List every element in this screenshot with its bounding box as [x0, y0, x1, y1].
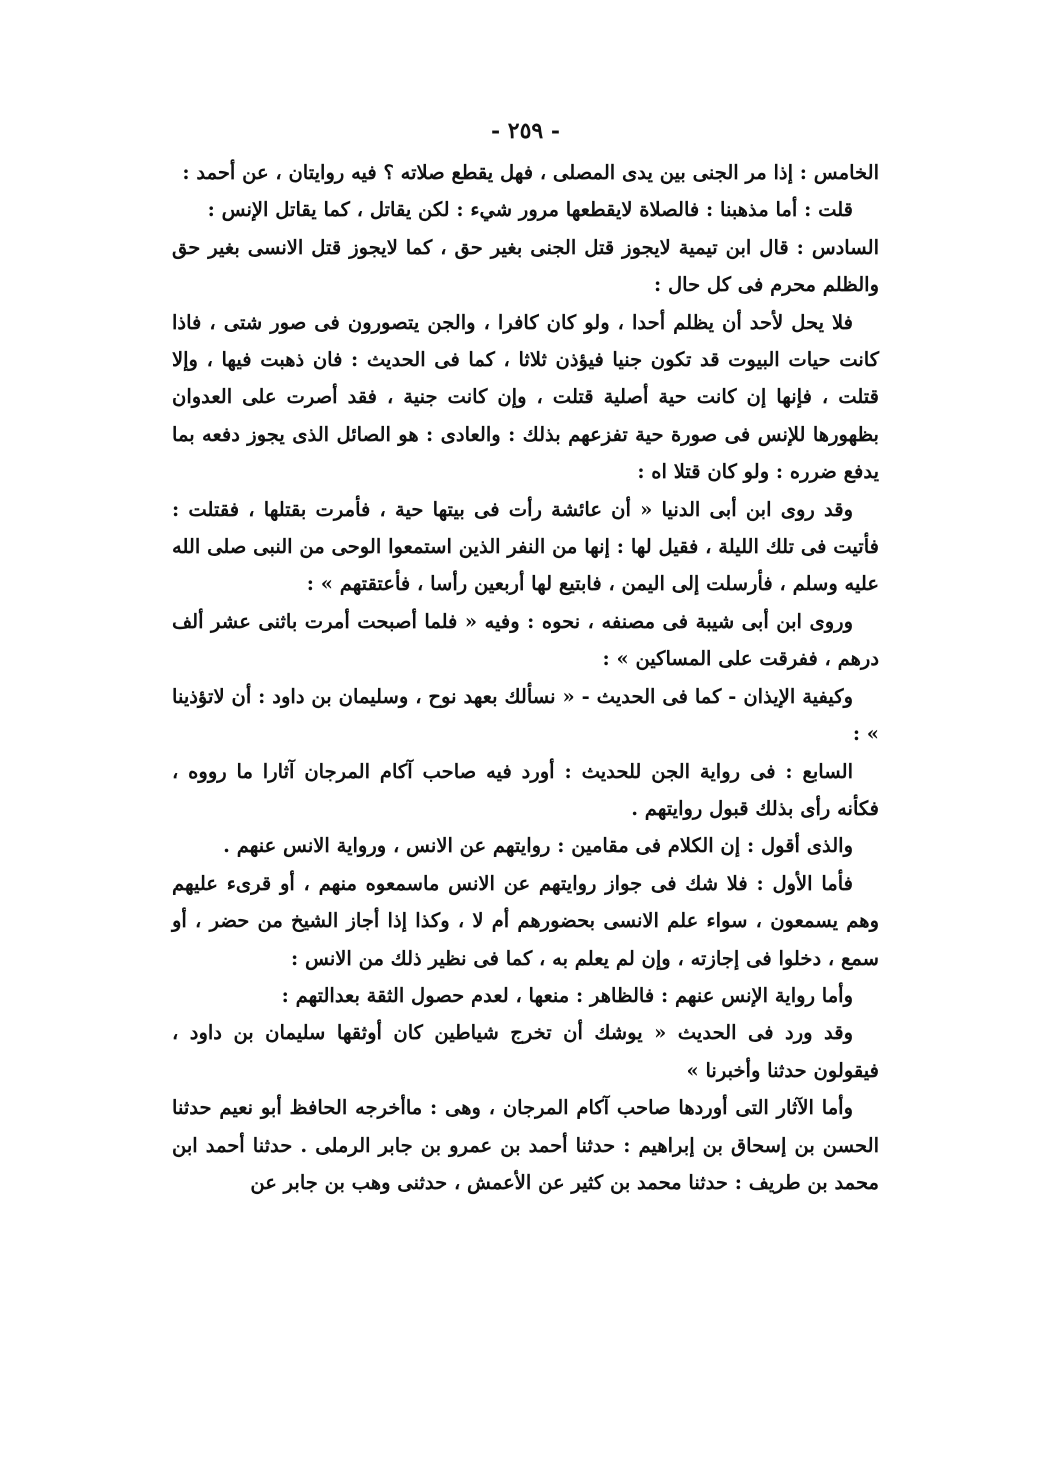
page-number: - ٢٥٩ - [490, 118, 561, 144]
paragraph: الخامس : إذا مر الجنى بين يدى المصلى ، فهل يقطع صلاته ؟ فيه روايتان ، عن أحمد : [182, 161, 879, 184]
paragraph: والذى أقول : إن الكلام فى مقامين : روايتهم عن الانس ، ورواية الانس عنهم . [223, 834, 853, 858]
paragraph: وقد ورد فى الحديث « يوشك أن تخرج شياطين كان أوثقها سليمان بن داود ، فيقولون حدثنا وأخبرنا » [172, 1021, 879, 1082]
paragraph: فلا يحل لأحد أن يظلم أحدا ، ولو كان كافرا ، والجن يتصورون فى صور شتى ، فاذا كانت حيات البيوت قد تكون جنيا فيؤذن ثلاثا ، كما فى الحديث : فان ذهبت فيها ، وإلا قتلت ، فإنها إن كانت حية أصلية قتلت ، وإن كانت جنية ، فقد أصرت على العدوان بظهورها للإنس فى صورة حية تفزعهم بذلك : والعادى : هو الصائل الذى يجوز دفعه بما يدفع ضرره : ولو كان قتلا اه : [172, 310, 879, 484]
paragraph: وقد روى ابن أبى الدنيا « أن عائشة رأت فى بيتها حية ، فأمرت بقتلها ، فقتلت : فأتيت فى تلك الليلة ، فقيل لها : إنها من النفر الذين استمعوا الوحى من النبى صلى الله عليه وسلم ، فأرسلت إلى اليمن ، فابتيع لها أربعين رأسا ، فأعتقتهم » : [172, 497, 879, 596]
paragraph: فأما الأول : فلا شك فى جواز روايتهم عن الانس ماسمعوه منهم ، أو قرىء عليهم وهم يسمعون ، سواء علم الانسى بحضورهم أم لا ، وكذا إذا أجاز الشيخ من حضر ، أو سمع ، دخلوا فى إجازته ، وإن لم يعلم به ، كما فى نظير ذلك من الانس : [172, 871, 879, 970]
paragraph: قلت : أما مذهبنا : فالصلاة لايقطعها مرور شيء : لكن يقاتل ، كما يقاتل الإنس : [207, 198, 853, 222]
body-text [172, 154, 879, 1201]
paragraph: وكيفية الإيذان - كما فى الحديث - « نسألك بعهد نوح ، وسليمان بن داود : أن لاتؤذينا » : [172, 684, 879, 746]
paragraph: السادس : قال ابن تيمية لايجوز قتل الجنى بغير حق ، كما لايجوز قتل الانسى بغير حق والظلم محرم فى كل حال : [172, 235, 879, 297]
paragraph: السابع : فى رواية الجن للحديث : أورد فيه صاحب آكام المرجان آثارا ما رووه ، فكأنه رأى بذلك قبول روايتهم . [172, 759, 879, 820]
paragraph: وروى ابن أبى شيبة فى مصنفه ، نحوه : وفيه « فلما أصبحت أمرت باثنى عشر ألف درهم ، ففرقت على المساكين » : [172, 609, 879, 671]
paragraph: وأما رواية الإنس عنهم : فالظاهر : منعها ، لعدم حصول الثقة بعدالتهم : [281, 983, 853, 1007]
paragraph: وأما الآثار التى أوردها صاحب آكام المرجان ، وهى : ماأخرجه الحافظ أبو نعيم حدثنا الحسن بن إسحاق بن إبراهيم : حدثنا أحمد بن عمرو بن جابر الرملى . حدثنا أحمد ابن محمد بن طريف : حدثنا محمد بن كثير عن الأعمش ، حدثنى وهب بن جابر عن [172, 1096, 879, 1194]
